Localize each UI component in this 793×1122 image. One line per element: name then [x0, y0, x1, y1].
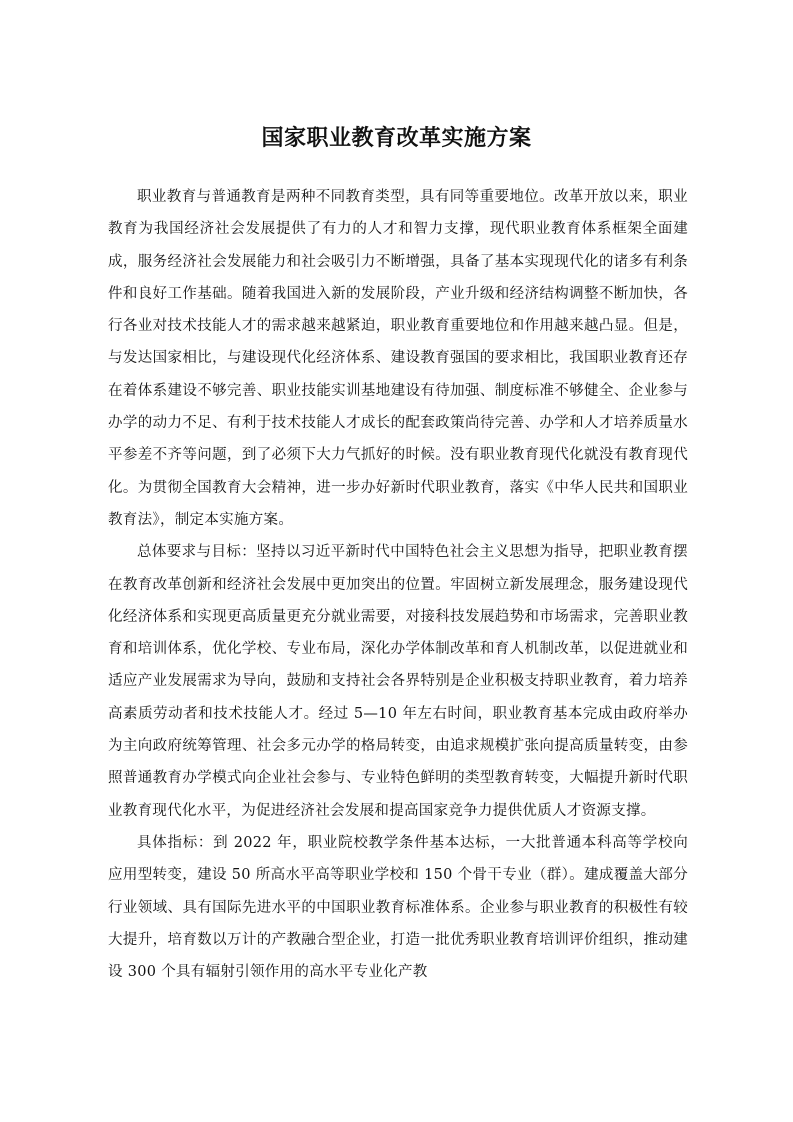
paragraph-intro: 职业教育与普通教育是两种不同教育类型，具有同等重要地位。改革开放以来，职业教育为我国经济社会发展提供了有力的人才和智力支撑，现代职业教育体系框架全面建成，服务经济社会发展能力和社会吸引力不断增强，具备了基本实现现代化的诸多有利条件和良好工作基础。随着我国进入新的发展阶段，产业升级和经济结构调整不断加快，各行各业对技术技能人才的需求越来越紧迫，职业教育重要地位和作用越来越凸显。但是，与发达国家相比，与建设现代化经济体系、建设教育强国的要求相比，我国职业教育还存在着体系建设不够完善、职业技能实训基地建设有待加强、制度标准不够健全、企业参与办学的动力不足、有利于技术技能人才成长的配套政策尚待完善、办学和人才培养质量水平参差不齐等问题，到了必须下大力气抓好的时候。没有职业教育现代化就没有教育现代化。为贯彻全国教育大会精神，进一步办好新时代职业教育，落实《中华人民共和国职业教育法》，制定本实施方案。 [108, 189, 688, 528]
document-body [108, 181, 688, 988]
paragraph-specific-indicators: 具体指标：到 2022 年，职业院校教学条件基本达标，一大批普通本科高等学校向应用型转变，建设 50 所高水平高等职业学校和 150 个骨干专业（群）。建成覆盖大部分行业领域、具有国际先进水平的中国职业教育标准体系。企业参与职业教育的积极性有较大提升，培育数以万计的产教融合型企业，打造一批优秀职业教育培训评价组织，推动建设 300 个具有辐射引领作用的高水平专业化产教 [108, 834, 688, 981]
paragraph-overall-goals: 总体要求与目标：坚持以习近平新时代中国特色社会主义思想为指导，把职业教育摆在教育改革创新和经济社会发展中更加突出的位置。牢固树立新发展理念，服务建设现代化经济体系和实现更高质量更充分就业需要，对接科技发展趋势和市场需求，完善职业教育和培训体系，优化学校、专业布局，深化办学体制改革和育人机制改革，以促进就业和适应产业发展需求为导向，鼓励和支持社会各界特别是企业积极支持职业教育，着力培养高素质劳动者和技术技能人才。经过 5—10 年左右时间，职业教育基本完成由政府举办为主向政府统筹管理、社会多元办学的格局转变，由追求规模扩张向提高质量转变，由参照普通教育办学模式向企业社会参与、专业特色鲜明的类型教育转变，大幅提升新时代职业教育现代化水平，为促进经济社会发展和提高国家竞争力提供优质人才资源支撑。 [108, 544, 688, 819]
document-title: 国家职业教育改革实施方案 [261, 126, 532, 151]
